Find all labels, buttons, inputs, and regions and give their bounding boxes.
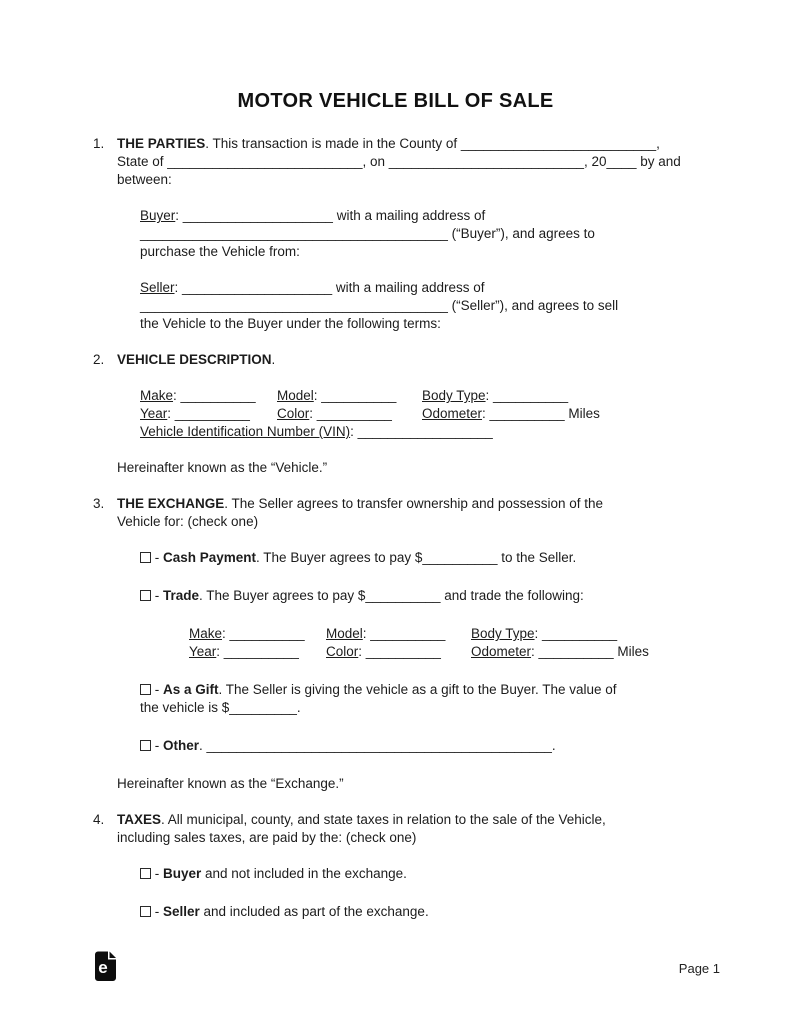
eforms-logo-icon (95, 951, 116, 981)
vehicle-fields (140, 387, 731, 441)
option-trade (140, 587, 731, 605)
text-line: the Vehicle to the Buyer under the following terms: (140, 316, 441, 331)
text-line: between: (117, 172, 172, 187)
text-line: _________________________________________ (“Seller”), and agrees to sell (140, 298, 619, 313)
buyer-paragraph (140, 207, 731, 261)
option-other (140, 737, 731, 755)
seller-paragraph (140, 279, 731, 333)
vehicle-fields-row (140, 405, 731, 423)
text-line: Hereinafter known as the “Exchange.” (117, 776, 344, 791)
section-number-4: 4. (93, 812, 105, 827)
vehicle-fields-row (140, 387, 731, 405)
checkbox-cash-payment-icon[interactable] (140, 552, 151, 563)
text-line: - Buyer and not included in the exchange. (140, 865, 731, 883)
page-number: Page 1 (678, 961, 720, 976)
color-field: Color: __________ (277, 406, 392, 421)
section-heading: VEHICLE DESCRIPTION. (117, 352, 276, 367)
text-line: purchase the Vehicle from: (140, 244, 300, 259)
document-title: MOTOR VEHICLE BILL OF SALE (237, 90, 554, 112)
text-line: _________________________________________ (“Buyer”), and agrees to (140, 226, 595, 241)
option-taxes-buyer (140, 865, 731, 883)
exchange-note (117, 775, 731, 793)
text-line: TAXES. All municipal, county, and state taxes in relation to the sale of the Vehicle, (117, 812, 606, 827)
text-line: THE PARTIES. This transaction is made in the County of __________________________, (117, 136, 660, 151)
text-line: Seller: ____________________ with a mailing address of (140, 280, 485, 295)
year-field: Year: __________ (140, 406, 250, 421)
option-as-a-gift (140, 681, 731, 717)
make-field: Make: __________ (140, 388, 256, 403)
trade-year-field: Year: __________ (189, 644, 299, 659)
trade-color-field: Color: __________ (326, 644, 441, 659)
section-number-1: 1. (93, 136, 105, 151)
section-the-parties (93, 135, 731, 189)
section-vehicle-description (93, 351, 731, 369)
text-line: THE EXCHANGE. The Seller agrees to transfer ownership and possession of the (117, 496, 603, 511)
text-line: Hereinafter known as the “Vehicle.” (117, 460, 328, 475)
checkbox-trade-icon[interactable] (140, 590, 151, 601)
vin-field: Vehicle Identification Number (VIN): __________________ (140, 424, 493, 439)
text-line: State of __________________________, on __________________________, 20____ by and (117, 154, 681, 169)
model-field: Model: __________ (277, 388, 397, 403)
section-number-2: 2. (93, 352, 105, 367)
text-line: the vehicle is $_________. (140, 700, 301, 715)
text-line: - Other. ______________________________________________. (140, 737, 731, 755)
text-line: including sales taxes, are paid by the: (check one) (117, 830, 417, 845)
text-line: - As a Gift. The Seller is giving the vehicle as a gift to the Buyer. The value of (140, 681, 731, 699)
option-taxes-seller (140, 903, 731, 921)
text-line: Vehicle for: (check one) (117, 514, 259, 529)
trade-body-type-field: Body Type: __________ (471, 626, 618, 641)
trade-model-field: Model: __________ (326, 626, 446, 641)
trade-fields-row (189, 625, 731, 643)
text-line: - Trade. The Buyer agrees to pay $__________ and trade the following: (140, 587, 731, 605)
text-line: Buyer: ____________________ with a mailing address of (140, 208, 486, 223)
trade-fields-row (189, 643, 731, 661)
trade-odometer-field: Odometer: __________ Miles (471, 644, 649, 659)
checkbox-taxes-buyer-icon[interactable] (140, 868, 151, 879)
section-the-exchange (93, 495, 731, 531)
odometer-field: Odometer: __________ Miles (422, 406, 600, 421)
text-line: - Seller and included as part of the exchange. (140, 903, 731, 921)
trade-vehicle-fields (189, 625, 731, 661)
vehicle-note (117, 459, 731, 477)
checkbox-taxes-seller-icon[interactable] (140, 906, 151, 917)
checkbox-gift-icon[interactable] (140, 684, 151, 695)
body-type-field: Body Type: __________ (422, 388, 569, 403)
text-line: - Cash Payment. The Buyer agrees to pay $__________ to the Seller. (140, 549, 731, 567)
svg-text:e: e (98, 958, 108, 977)
trade-make-field: Make: __________ (189, 626, 305, 641)
document-body (0, 135, 791, 921)
section-taxes (93, 811, 731, 847)
checkbox-other-icon[interactable] (140, 740, 151, 751)
section-number-3: 3. (93, 496, 105, 511)
option-cash-payment (140, 549, 731, 567)
